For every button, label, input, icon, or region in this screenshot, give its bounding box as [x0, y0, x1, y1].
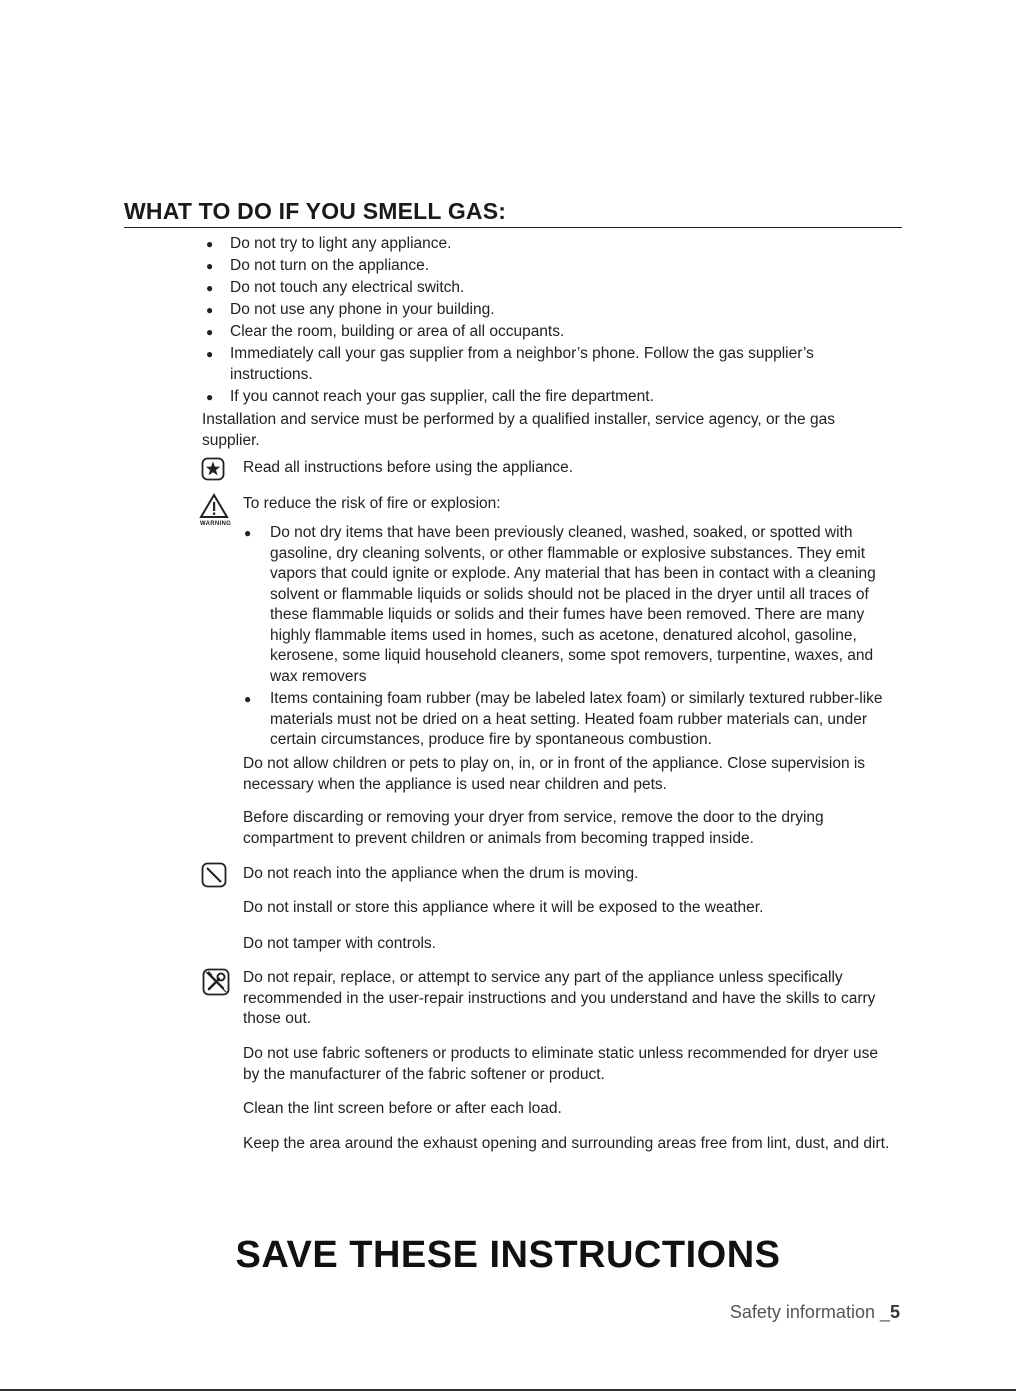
bullet-icon: ● [206, 259, 214, 273]
bullet-icon: ● [206, 347, 214, 361]
no-repair-text: Do not repair, replace, or attempt to service any part of the appliance unless specifically recommended in the user-repair instructions and you understand and have the skills to carry those out. [243, 969, 876, 1027]
bullet-icon: ● [206, 389, 214, 404]
list-item: ● Do not dry items that have been previously cleaned, washed, soaked, or spotted with gasoline, dry cleaning solvents, or other flammable or explosive substances. They emit vapors that could ignite or explode. Any material that has been in contact with a cleaning solvent or flammable liquids or solids should not be placed in the dryer until all traces of these flammable liquids or solids and their fumes have been removed. There are many highly flammable items used in homes, such as acetone, denatured alcohol, gasoline, kerosene, some liquid household cleaners, some spot removers, turpentine, waxes, and wax removers [244, 524, 876, 685]
page-footer [730, 1302, 900, 1323]
no-weather-text: Do not install or store this appliance where it will be exposed to the weather. [243, 899, 764, 916]
list-item: ● Do not touch any electrical switch. [202, 278, 882, 299]
bullet-icon: ● [206, 303, 214, 317]
gas-steps-list [202, 234, 882, 409]
bullet-icon: ● [244, 692, 252, 706]
list-item: ● Items containing foam rubber (may be labeled latex foam) or similarly textured rubber-like materials must not be dried on a heat setting. Heated foam rubber materials can, under certain circumstances, produce fire by spontaneous combustion. [244, 690, 883, 748]
bullet-icon: ● [206, 281, 214, 295]
bottom-rule [0, 1389, 1016, 1391]
list-item: ● If you cannot reach your gas supplier, call the fire department. [202, 387, 882, 408]
warning-icon [199, 493, 229, 519]
page-number: 5 [889, 1302, 900, 1322]
discarding-text: Before discarding or removing your dryer from service, remove the door to the drying compartment to prevent children or animals from becoming trapped inside. [243, 809, 824, 847]
no-tamper-text: Do not tamper with controls. [243, 935, 436, 952]
prohibited-icon [201, 862, 227, 888]
list-item: ● Immediately call your gas supplier from a neighbor’s phone. Follow the gas supplier’s instructions. [206, 345, 814, 383]
bullet-icon: ● [206, 325, 214, 339]
no-repair-tools-icon [202, 968, 230, 996]
children-pets-text: Do not allow children or pets to play on, in, or in front of the appliance. Close supervision is necessary when the appliance is used near children and pets. [243, 755, 866, 793]
star-icon [201, 457, 225, 481]
list-item: ● Do not turn on the appliance. [202, 256, 882, 277]
bullet-icon: ● [206, 237, 214, 251]
bullet-icon: ● [244, 526, 252, 540]
footer-section: Safety information _ [729, 1302, 890, 1322]
lint-screen-text: Clean the lint screen before or after each load. [243, 1100, 562, 1117]
warning-label: WARNING [200, 521, 232, 527]
list-item: ● Clear the room, building or area of all occupants. [202, 322, 882, 343]
list-item: ● Do not use any phone in your building. [202, 300, 882, 321]
installation-note: Installation and service must be performed by a qualified installer, service agency, or the gas supplier. [202, 411, 835, 449]
section-heading: WHAT TO DO IF YOU SMELL GAS: [124, 198, 902, 228]
warning-list [242, 523, 902, 753]
save-instructions-banner: SAVE THESE INSTRUCTIONS [235, 1234, 781, 1276]
read-instructions-text: Read all instructions before using the appliance. [243, 459, 574, 476]
exhaust-text: Keep the area around the exhaust opening and surrounding areas free from lint, dust, and dirt. [243, 1135, 890, 1152]
reduce-risk-text: To reduce the risk of fire or explosion: [243, 495, 501, 512]
list-item: ● Do not try to light any appliance. [202, 234, 882, 255]
fabric-softeners-text: Do not use fabric softeners or products to eliminate static unless recommended for dryer use by the manufacturer of the fabric softener or product. [243, 1045, 878, 1083]
no-reach-text: Do not reach into the appliance when the drum is moving. [243, 865, 639, 882]
